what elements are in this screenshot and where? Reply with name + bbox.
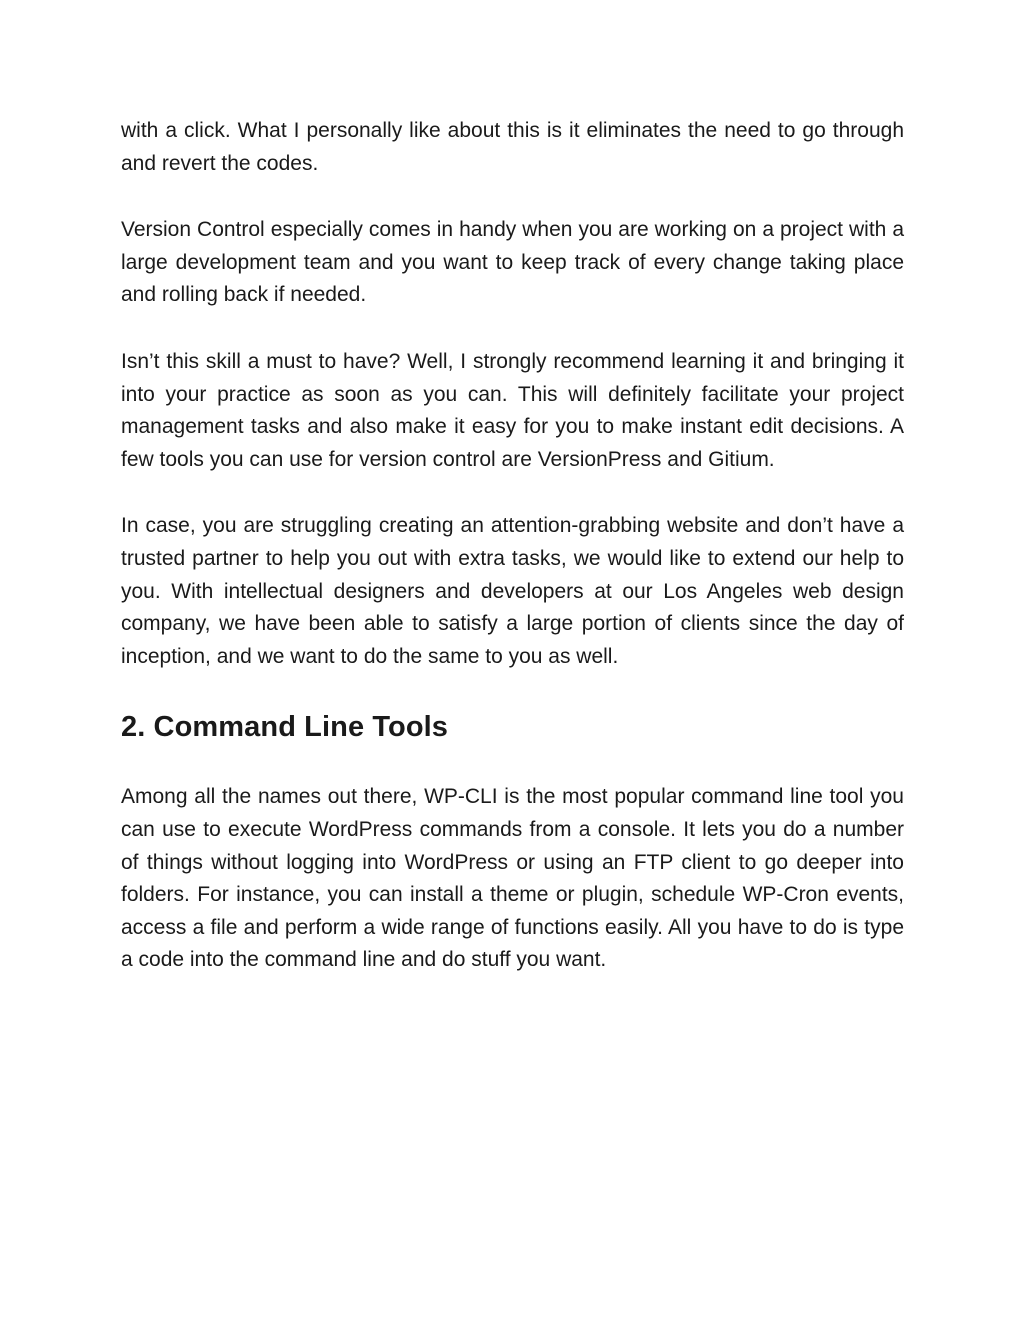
paragraph-version-control: Version Control especially comes in handy when you are working on a project with a large development team and you want to keep track of every change taking place and rolling back if needed. (121, 218, 904, 307)
section-heading: 2. Command Line Tools (121, 711, 449, 744)
paragraph-skill-must-have: Isn’t this skill a must to have? Well, I strongly recommend learning it and bringing it into your practice as soon as you can. This will definitely facilitate your project management tasks and also make it easy for you to make instant edit decisions. A few tools you can use for version control are VersionPress and Gitium. (121, 349, 904, 471)
document-page (121, 115, 904, 1011)
paragraph-revert-codes: with a click. What I personally like about this is it eliminates the need to go through and revert the codes. (121, 119, 904, 175)
paragraph-web-design-company: In case, you are struggling creating an attention-grabbing website and don’t have a trusted partner to help you out with extra tasks, we would like to extend our help to you. With intellectual designers and developers at our Los Angeles web design company, we have been able to satisfy a large portion of clients since the day of inception, and we want to do the same to you as well. (121, 514, 904, 668)
paragraph-wp-cli: Among all the names out there, WP-CLI is the most popular command line tool you can use to execute WordPress commands from a console. It lets you do a number of things without logging into WordPress or using an FTP client to go deeper into folders. For instance, you can install a theme or plugin, schedule WP-Cron events, access a file and perform a wide range of functions easily. All you have to do is type a code into the command line and do stuff you want. (121, 785, 904, 972)
